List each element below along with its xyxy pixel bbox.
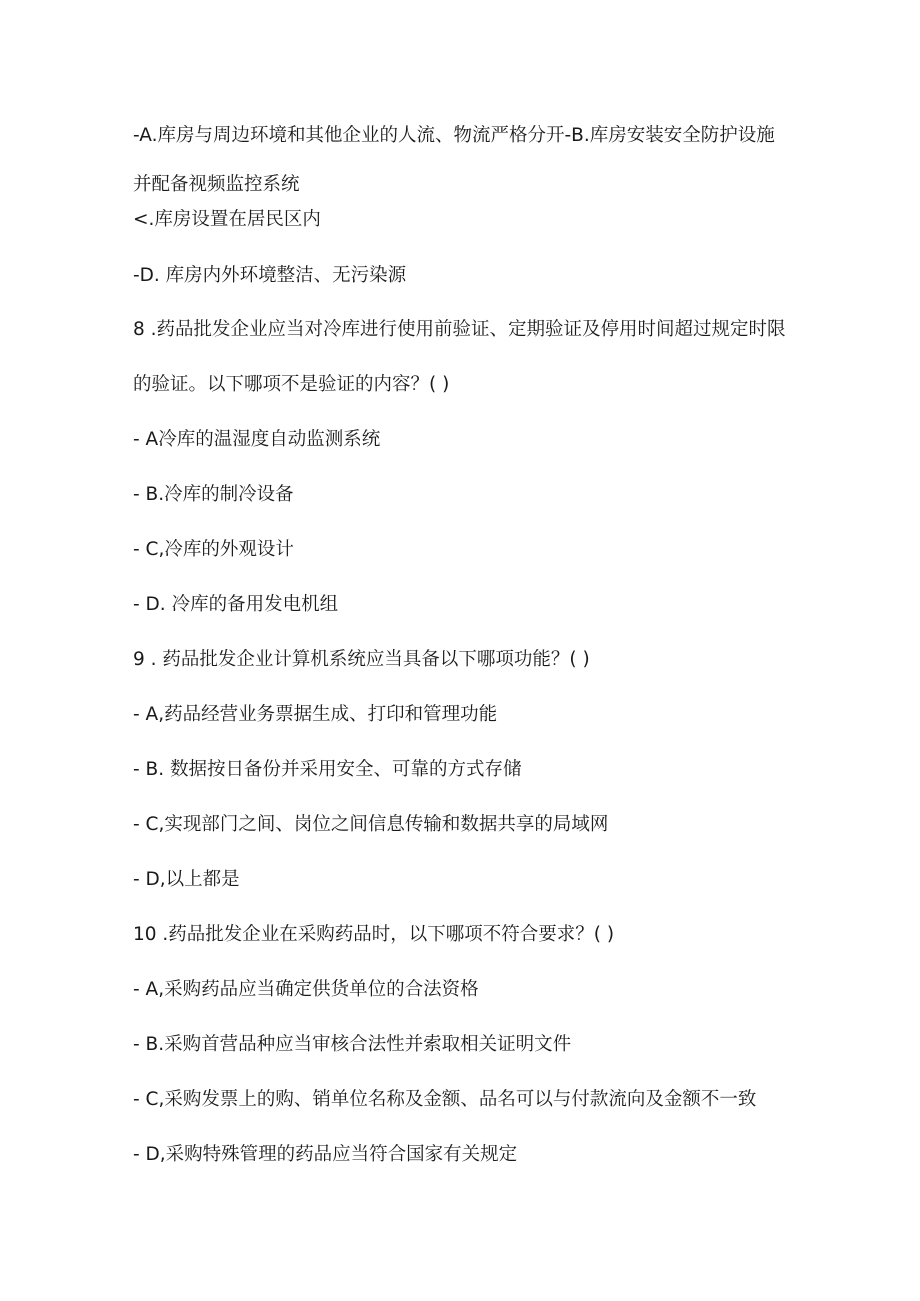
q7-option-c: <.库房设置在居民区内 bbox=[133, 209, 321, 230]
q7-option-d: -D. 库房内外环境整洁、无污染源 bbox=[133, 265, 407, 286]
q10-option-a: - A,采购药品应当确定供货单位的合法资格 bbox=[133, 979, 479, 1000]
q10-option-d: - D,采购特殊管理的药品应当符合国家有关规定 bbox=[133, 1144, 518, 1165]
q7-options-line-2: 并配备视频监控系统 bbox=[133, 174, 300, 195]
q8-option-c: - C,冷库的外观设计 bbox=[133, 539, 294, 560]
q10-stem: 10 .药品批发企业在采购药品时，以下哪项不符合要求？( ) bbox=[133, 924, 615, 945]
q8-stem-line-2: 的验证。以下哪项不是验证的内容？( ) bbox=[133, 374, 450, 395]
q9-option-a: - A,药品经营业务票据生成、打印和管理功能 bbox=[133, 704, 498, 725]
q9-option-c: - C,实现部门之间、岗位之间信息传输和数据共享的局域网 bbox=[133, 814, 609, 835]
q8-option-d: - D. 冷库的备用发电机组 bbox=[133, 594, 339, 615]
q7-options-line-1: -A.库房与周边环境和其他企业的人流、物流严格分开-B.库房安装安全防护设施 bbox=[133, 125, 775, 146]
q8-stem-line-1: 8 .药品批发企业应当对冷库进行使用前验证、定期验证及停用时间超过规定时限 bbox=[133, 319, 786, 340]
q8-option-a: - A冷库的温湿度自动监测系统 bbox=[133, 429, 381, 450]
q9-option-b: - B. 数据按日备份并采用安全、可靠的方式存储 bbox=[133, 759, 522, 780]
q10-option-c: - C,采购发票上的购、销单位名称及金额、品名可以与付款流向及金额不一致 bbox=[133, 1089, 757, 1110]
q9-option-d: - D,以上都是 bbox=[133, 869, 240, 890]
q10-option-b: - B.采购首营品种应当审核合法性并索取相关证明文件 bbox=[133, 1034, 572, 1055]
q8-option-b: - B.冷库的制冷设备 bbox=[133, 484, 294, 505]
q9-stem: 9 . 药品批发企业计算机系统应当具备以下哪项功能？( ) bbox=[133, 649, 590, 670]
